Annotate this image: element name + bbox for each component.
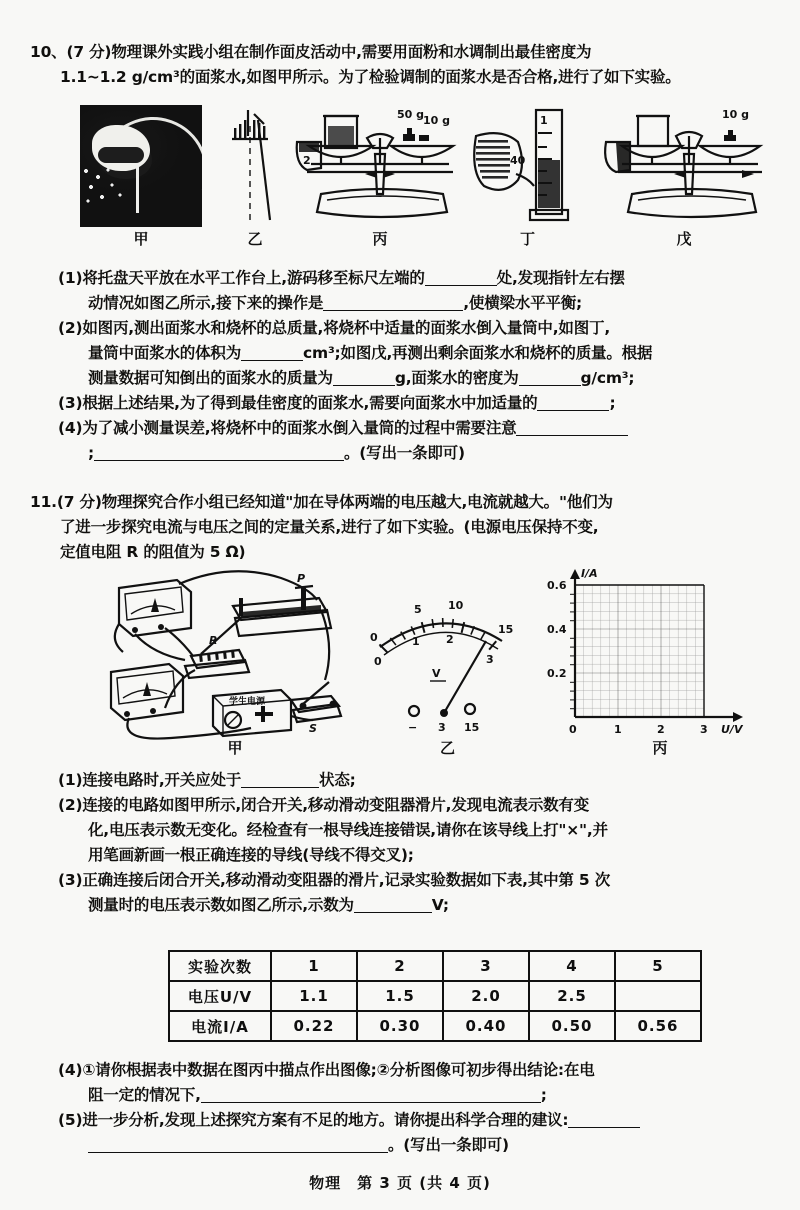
question-11-subquestions-top: [58, 768, 798, 918]
figure-label-yi-10: 乙: [247, 230, 263, 248]
q10-sub4-text-a: (4)为了减小测量误差,将烧杯中的面浆水倒入量筒的过程中需要注意: [58, 419, 517, 437]
svg-text:0: 0: [569, 723, 577, 736]
q11-stem-line-2: 了进一步探究电流与电压之间的定量关系,进行了如下实验。(电源电压保持不变,: [60, 518, 599, 536]
q11-sub5-text-b: 。(写出一条即可): [388, 1136, 509, 1154]
svg-text:2: 2: [657, 723, 665, 736]
q10-sub3-text-b: ;: [609, 394, 616, 412]
q10-blank-5[interactable]: [519, 370, 581, 386]
svg-text:1: 1: [614, 723, 622, 736]
q11-sub5-line2: [58, 1133, 798, 1158]
q11-blank-2[interactable]: [354, 897, 432, 913]
q11-sub3-line1: (3)正确连接后闭合开关,移动滑动变阻器的滑片,记录实验数据如下表,其中第 5 次: [58, 871, 610, 889]
q10-sub1-text-c: 动情况如图乙所示,接下来的操作是: [88, 294, 324, 312]
q11-sub3-text-c: V;: [431, 896, 449, 914]
svg-text:15: 15: [498, 623, 514, 636]
table-row-header: 实验次数: [169, 951, 271, 981]
q10-stem-line-1: 10、(7 分)物理课外实践小组在制作面皮活动中,需要用面粉和水调制出最佳密度为: [30, 43, 592, 61]
table-row: [169, 951, 701, 981]
q11-stem-line-3: 定值电阻 R 的阻值为 5 Ω): [60, 543, 246, 561]
table-cell: 0.22: [271, 1011, 357, 1041]
svg-text:1: 1: [412, 635, 420, 648]
q10-sub1-text-d: ,使横梁水平平衡;: [463, 294, 582, 312]
table-cell: 0.50: [529, 1011, 615, 1041]
q10-sub4-text-b: ;: [88, 444, 94, 462]
switch-S: [291, 682, 341, 735]
q11-sub1-text-b: 状态;: [319, 771, 356, 789]
q10-sub1-line1: [58, 266, 798, 291]
q11-sub3-line2: [58, 893, 798, 918]
svg-text:10 g: 10 g: [423, 114, 451, 127]
table-cell: 2.5: [529, 981, 615, 1011]
q11-sub4-text-c: ;: [540, 1086, 547, 1104]
water-drip: [136, 163, 139, 213]
svg-text:V: V: [432, 667, 441, 680]
q10-blank-3[interactable]: [241, 345, 303, 361]
figure-jia-photo: [80, 105, 202, 227]
table-cell: 0.40: [443, 1011, 529, 1041]
figure-label-ding-10: 丁: [519, 230, 535, 248]
table-row: [169, 981, 701, 1011]
figure-label-bing-11: 丙: [652, 739, 668, 757]
q10-stem-line-2: 1.1~1.2 g/cm³的面浆水,如图甲所示。为了检验调制的面浆水是否合格,进行了如下实验。: [60, 68, 681, 86]
svg-text:15: 15: [464, 721, 480, 734]
svg-text:0.2: 0.2: [547, 667, 567, 680]
q11-blank-4[interactable]: [568, 1112, 640, 1128]
svg-text:2: 2: [303, 154, 311, 167]
q11-sub3-text-b: 测量时的电压表示数如图乙所示,示数为: [88, 896, 354, 914]
question-11-figure-row: [105, 565, 785, 757]
q11-blank-5[interactable]: [88, 1137, 388, 1153]
svg-text:10 g: 10 g: [722, 108, 750, 121]
table-cell: 1: [271, 951, 357, 981]
table-cell: 3: [443, 951, 529, 981]
figure-wu-balance: [598, 102, 770, 228]
q11-stem-line-1: 11.(7 分)物理探究合作小组已经知道"加在导体两端的电压越大,电流就越大。"他们为: [30, 493, 613, 511]
table-row-header: 电压U/V: [169, 981, 271, 1011]
svg-text:0.4: 0.4: [547, 623, 567, 636]
svg-text:5: 5: [414, 603, 422, 616]
q10-sub1-text-a: (1)将托盘天平放在水平工作台上,游码移至标尺左端的: [58, 269, 425, 287]
svg-text:学生电源: 学生电源: [229, 697, 266, 707]
table-cell: 1.1: [271, 981, 357, 1011]
q11-sub2-line1: (2)连接的电路如图甲所示,闭合开关,移动滑动变阻器滑片,发现电流表示数有变: [58, 796, 590, 814]
svg-text:1: 1: [540, 114, 548, 127]
question-10-subquestions: [58, 266, 798, 466]
table-row-header: 电流I/A: [169, 1011, 271, 1041]
svg-text:S: S: [309, 722, 317, 735]
table-cell-empty[interactable]: [615, 981, 701, 1011]
svg-text:P: P: [297, 572, 306, 585]
svg-text:3: 3: [438, 721, 446, 734]
svg-text:50 g: 50 g: [397, 108, 425, 121]
q11-sub4-text-b: 阻一定的情况下,: [88, 1086, 201, 1104]
q11-sub2-line3: 用笔画新画一根正确连接的导线(导线不得交叉);: [88, 846, 414, 864]
q10-sub2-text-c: cm³;如图戊,再测出剩余面浆水和烧杯的质量。根据: [303, 344, 653, 362]
q10-sub4-line2: [58, 441, 798, 466]
q11-sub1-line1: [58, 768, 798, 793]
table-cell: 2: [357, 951, 443, 981]
page-footer: 物理 第 3 页 (共 4 页): [309, 1174, 491, 1192]
q10-sub1-text-b: 处,发现指针左右摆: [496, 269, 625, 287]
table-cell: 1.5: [357, 981, 443, 1011]
table-cell: 4: [529, 951, 615, 981]
q10-sub3-text-a: (3)根据上述结果,为了得到最佳密度的面浆水,需要向面浆水中加适量的: [58, 394, 538, 412]
table-cell: 5: [615, 951, 701, 981]
q10-blank-6[interactable]: [537, 395, 609, 411]
q11-sub5-text-a: (5)进一步分析,发现上述探究方案有不足的地方。请你提出科学合理的建议:: [58, 1111, 569, 1129]
figure-label-bing-10: 丙: [372, 230, 388, 248]
figure-label-jia-11: 甲: [227, 739, 243, 757]
svg-text:0: 0: [370, 631, 378, 644]
svg-text:−: −: [408, 721, 418, 734]
svg-text:3: 3: [486, 653, 494, 666]
figure-yi-voltmeter: [370, 585, 525, 735]
q11-sub5-line1: [58, 1108, 798, 1133]
svg-text:I/A: I/A: [581, 567, 598, 580]
figure-jia-circuit: [105, 570, 365, 745]
svg-text:R: R: [209, 634, 218, 647]
q10-sub3-line1: [58, 391, 798, 416]
svg-text:U/V: U/V: [721, 723, 743, 736]
q10-sub1-line2: [58, 291, 798, 316]
figure-bing-graph: [535, 565, 785, 747]
q10-sub2-text-d: 测量数据可知倒出的面浆水的质量为: [88, 369, 333, 387]
question-10-figure-row: [70, 100, 770, 248]
rheostat: [233, 572, 331, 636]
figure-yi-pointer: [220, 108, 290, 226]
q10-blank-8[interactable]: [94, 445, 344, 461]
q10-sub2-text-e: g,面浆水的密度为: [394, 369, 519, 387]
q10-blank-2[interactable]: [323, 295, 463, 311]
table-cell: 0.30: [357, 1011, 443, 1041]
q11-blank-3[interactable]: [201, 1087, 541, 1103]
table-cell: 2.0: [443, 981, 529, 1011]
table-row: [169, 1011, 701, 1041]
flour-splash: [82, 167, 128, 209]
q10-blank-1[interactable]: [425, 270, 497, 286]
q10-sub2-line3: [58, 366, 798, 391]
question-11-subquestions-bottom: [58, 1058, 798, 1158]
q10-sub4-text-c: 。(写出一条即可): [344, 444, 465, 462]
svg-text:10: 10: [448, 599, 464, 612]
figure-bing-balance: [295, 102, 465, 228]
svg-text:40: 40: [510, 154, 526, 167]
question-10-stem: [30, 40, 790, 90]
q11-sub2-line2: 化,电压表示数无变化。经检查有一根导线连接错误,请你在该导线上打"×",并: [88, 821, 608, 839]
power-supply: [213, 690, 291, 736]
figure-ding-cylinder: [470, 102, 585, 228]
q10-sub2-line1: [58, 316, 798, 341]
q10-sub2-text-b: 量筒中面浆水的体积为: [88, 344, 242, 362]
q10-blank-4[interactable]: [333, 370, 395, 386]
q10-sub4-line1: [58, 416, 798, 441]
q10-sub2-text-f: g/cm³;: [580, 369, 635, 387]
svg-text:2: 2: [446, 633, 454, 646]
svg-text:0.6: 0.6: [547, 579, 567, 592]
svg-text:3: 3: [700, 723, 708, 736]
q10-sub2-line2: [58, 341, 798, 366]
q11-sub1-text-a: (1)连接电路时,开关应处于: [58, 771, 242, 789]
q11-blank-1[interactable]: [241, 772, 319, 788]
q11-sub4-line1: (4)①请你根据表中数据在图丙中描点作出图像;②分析图像可初步得出结论:在电: [58, 1061, 595, 1079]
figure-label-jia-10: 甲: [133, 230, 149, 248]
q10-sub2-text-a: (2)如图丙,测出面浆水和烧杯的总质量,将烧杯中适量的面浆水倒入量筒中,如图丁,: [58, 319, 611, 337]
figure-label-yi-11: 乙: [439, 739, 455, 757]
question-11-stem: [30, 490, 790, 565]
table-cell: 0.56: [615, 1011, 701, 1041]
q11-sub4-line2: [58, 1083, 798, 1108]
experiment-data-table: [168, 950, 702, 1042]
svg-text:0: 0: [374, 655, 382, 668]
figure-label-wu-10: 戊: [676, 230, 692, 248]
q10-blank-7[interactable]: [516, 420, 628, 436]
